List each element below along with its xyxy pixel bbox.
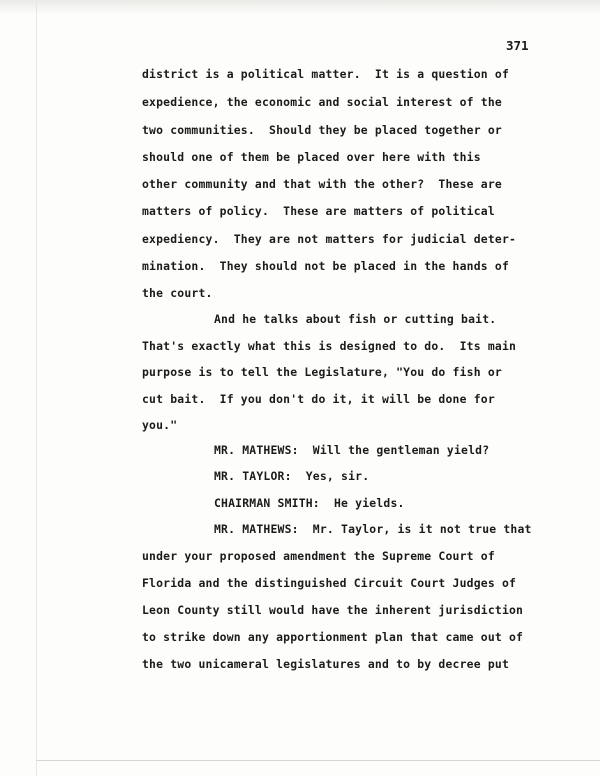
page-number: 371: [506, 38, 529, 53]
text-line: expediency. They are not matters for judicial deter-: [142, 232, 517, 246]
speaker-line: CHAIRMAN SMITH: He yields.: [214, 496, 405, 510]
text-line: two communities. Should they be placed together or: [142, 123, 502, 137]
text-line: That's exactly what this is designed to do. Its main: [142, 339, 517, 353]
text-line: under your proposed amendment the Supreme Court of: [142, 549, 495, 563]
text-line: expedience, the economic and social interest of the: [142, 95, 502, 109]
text-line: Leon County still would have the inherent jurisdiction: [142, 603, 524, 617]
text-line: district is a political matter. It is a question of: [142, 67, 510, 81]
text-line: the court.: [142, 286, 213, 300]
speaker-line: MR. MATHEWS: Mr. Taylor, is it not true that: [214, 522, 532, 536]
text-line: purpose is to tell the Legislature, "You do fish or: [142, 365, 502, 379]
text-line: the two unicameral legislatures and to by decree put: [142, 657, 510, 671]
scan-left-edge: [36, 0, 37, 776]
speaker-line: MR. MATHEWS: Will the gentleman yield?: [214, 443, 490, 457]
text-line: mination. They should not be placed in the hands of: [142, 259, 510, 273]
text-line: Florida and the distinguished Circuit Court Judges of: [142, 576, 517, 590]
text-line: cut bait. If you don't do it, it will be done for: [142, 392, 495, 406]
speaker-line: MR. TAYLOR: Yes, sir.: [214, 469, 370, 483]
text-line: And he talks about fish or cutting bait.: [214, 312, 497, 326]
text-line: you.": [142, 418, 178, 432]
text-line: matters of policy. These are matters of political: [142, 204, 495, 218]
text-line: should one of them be placed over here with this: [142, 150, 481, 164]
scan-top-shadow: [0, 0, 600, 14]
text-line: other community and that with the other? These are: [142, 177, 502, 191]
scan-bottom-edge: [36, 760, 600, 761]
text-line: to strike down any apportionment plan that came out of: [142, 630, 524, 644]
